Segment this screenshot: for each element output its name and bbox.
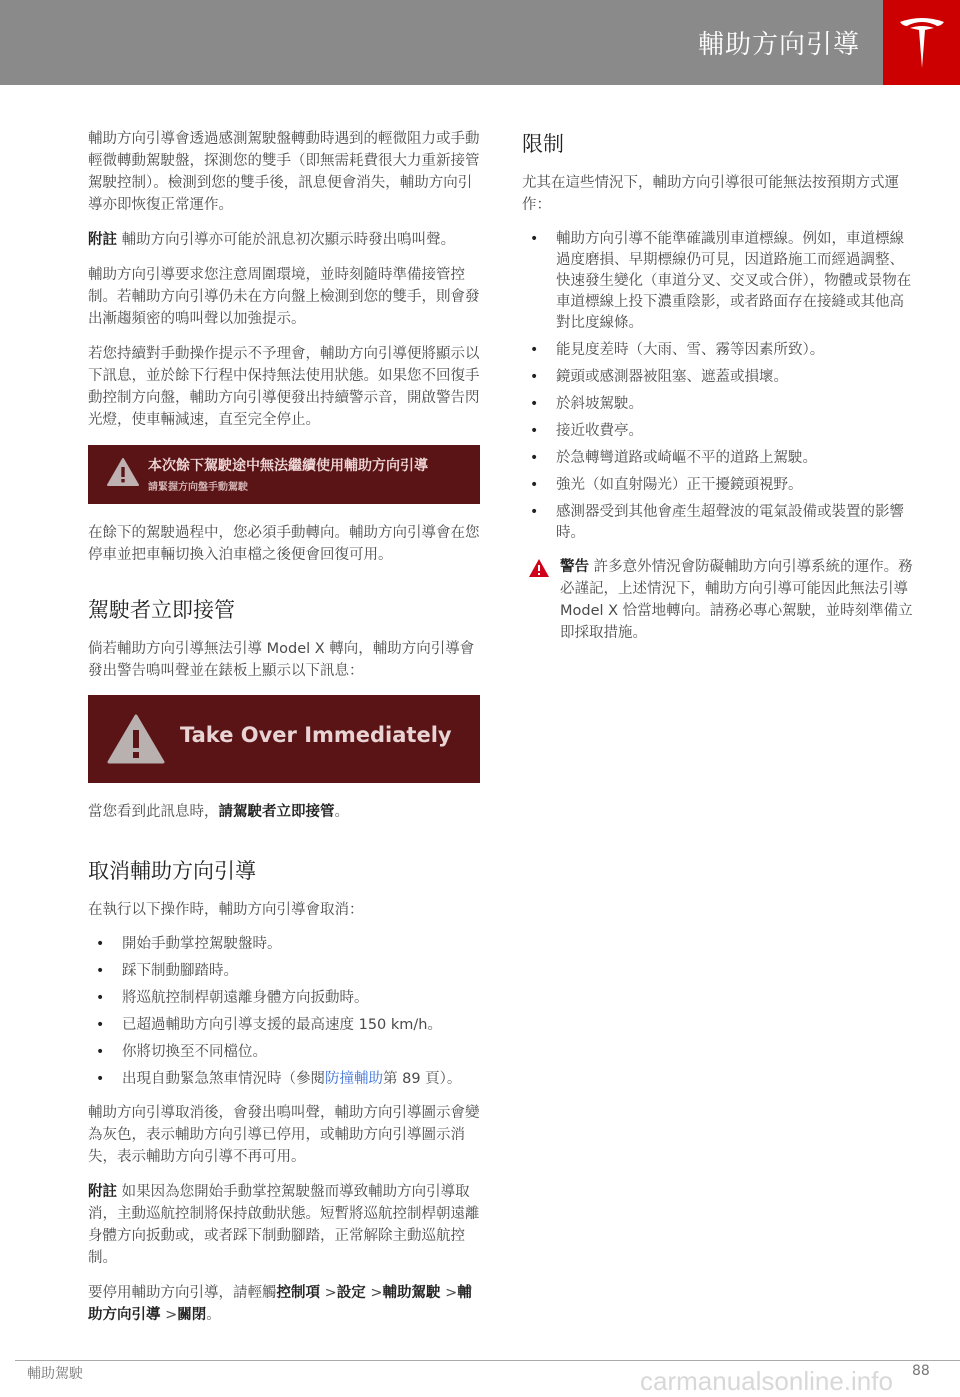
- note-text: 如果因為您開始手動掌控駕駛盤而導致輔助方向引導取消，主動巡航控制將保持啟動狀態。短暫將巡航控制桿朝遠離身體方向扳動或，或者踩下制動腳踏，正常解除主動巡航控制。: [88, 1184, 480, 1266]
- note-paragraph: [88, 1181, 480, 1269]
- takeover-banner-text: Take Over Immediately: [180, 723, 452, 747]
- menu-path-off: 關閉: [177, 1307, 207, 1323]
- list-item: • 接近收費亭。: [522, 421, 914, 442]
- path-separator: >: [440, 1285, 458, 1301]
- list-item: • 你將切換至不同檔位。: [88, 1042, 480, 1063]
- takeover-instruction-bold: 請駕駛者立即接管: [218, 804, 335, 820]
- menu-path-controls: 控制項: [276, 1285, 320, 1301]
- path-separator: >: [365, 1285, 383, 1301]
- warning-paragraph: [560, 556, 914, 644]
- list-item: • 能見度差時（大雨、雪、霧等因素所致）。: [522, 340, 914, 361]
- list-item: • 開始手動掌控駕駛盤時。: [88, 934, 480, 955]
- disable-instruction: [88, 1282, 480, 1326]
- attention-paragraph: 輔助方向引導要求您注意周圍環境，並時刻隨時準備接管控制。若輔助方向引導仍未在方向盤上檢測到您的雙手，則會發出漸趨頻密的鳴叫聲以加強提示。: [88, 267, 480, 327]
- warning-note: [522, 556, 914, 644]
- unavailable-banner: [88, 445, 480, 504]
- list-item: • 鏡頭或感測器被阻塞、遮蓋或損壞。: [522, 367, 914, 388]
- limits-list: [522, 229, 914, 544]
- warning-icon: [106, 457, 140, 487]
- instruction-text: 。: [206, 1307, 221, 1323]
- menu-path-settings: 設定: [336, 1285, 366, 1301]
- ignore-paragraph: 若您持續對手動操作提示不予理會，輔助方向引導便將顯示以下訊息，並於餘下行程中保持無法使用狀態。如果您不回復手動控制方向盤，輔助方向引導便發出持續警示音，開啟警告閃光燈，使車輛減速，直至完全停止。: [88, 346, 480, 428]
- tesla-logo: [883, 0, 960, 85]
- limits-intro: 尤其在這些情況下，輔助方向引導很可能無法按預期方式運作：: [522, 175, 899, 213]
- takeover-banner: [88, 695, 480, 783]
- note-label: 附註: [88, 232, 117, 248]
- cancel-result-paragraph: 輔助方向引導取消後，會發出鳴叫聲，輔助方向引導圖示會變為灰色，表示輔助方向引導已停用，或輔助方向引導圖示消失，表示輔助方向引導不再可用。: [88, 1105, 480, 1165]
- list-item: • 於急轉彎道路或崎嶇不平的道路上駕駛。: [522, 448, 914, 469]
- watermark: carmanualsonline.info: [640, 1366, 893, 1396]
- banner-sub-text: 請緊握方向盤手動駕駛: [148, 482, 248, 493]
- list-item: • 踩下制動腳踏時。: [88, 961, 480, 982]
- warning-text: 許多意外情況會防礙輔助方向引導系統的運作。務必謹記，上述情況下，輔助方向引導可能因此無法引導 Model X 恰當地轉向。請務必專心駕駛，並時刻準備立即採取措施。: [560, 559, 913, 641]
- list-item: • 已超過輔助方向引導支援的最高速度 150 km/h。: [88, 1015, 480, 1036]
- takeover-heading: 駕駛者立即接管: [88, 598, 235, 622]
- note-text: 輔助方向引導亦可能於訊息初次顯示時發出鳴叫聲。: [117, 232, 456, 248]
- left-column: [88, 128, 480, 1339]
- footer-section: 輔助駕駛: [27, 1366, 83, 1382]
- cancel-heading: 取消輔助方向引導: [88, 859, 256, 883]
- cancel-list: [88, 934, 480, 1090]
- list-item: • 輔助方向引導不能準確識別車道標線。例如，車道標線過度磨損、早期標線仍可見，因道路施工而經過調整、快速發生變化（車道分叉、交叉或合併），物體或景物在車道標線上投下濃重陰影，或者路面存在接縫或其他高對比度線條。: [522, 229, 914, 334]
- note-label: 附註: [88, 1184, 117, 1200]
- cancel-intro: 在執行以下操作時，輔助方向引導會取消：: [88, 902, 364, 918]
- list-item: • 於斜坡駕駛。: [522, 394, 914, 415]
- page-header: [0, 0, 960, 85]
- takeover-instruction: [88, 801, 480, 823]
- right-column: [522, 128, 914, 657]
- path-separator: >: [160, 1307, 178, 1323]
- tesla-logo-icon: [897, 16, 947, 70]
- list-item: • 感測器受到其他會產生超聲波的電氣設備或裝置的影響時。: [522, 502, 914, 544]
- warning-label: 警告: [560, 559, 589, 575]
- takeover-instruction-post: 。: [334, 804, 349, 820]
- collision-assist-link[interactable]: 防撞輔助: [325, 1071, 383, 1087]
- note-paragraph: [88, 229, 480, 251]
- list-item-text: 出現自動緊急煞車情況時（參閱: [122, 1071, 325, 1087]
- list-item: • 將巡航控制桿朝遠離身體方向扳動時。: [88, 988, 480, 1009]
- intro-paragraph: 輔助方向引導會透過感測駕駛盤轉動時遇到的輕微阻力或手動輕微轉動駕駛盤，探測您的雙手（即無需耗費很大力重新接管駕駛控制）。檢測到您的雙手後，訊息便會消失，輔助方向引導亦即恢復正常運作。: [88, 131, 480, 213]
- instruction-text: 要停用輔助方向引導，請輕觸: [88, 1285, 277, 1301]
- footer-divider: [15, 1360, 960, 1361]
- warning-triangle-icon: [528, 558, 550, 578]
- warning-icon: [106, 713, 166, 765]
- list-item: [88, 1069, 480, 1090]
- page-number: 88: [912, 1363, 930, 1379]
- menu-path-autopilot: 輔助駕駛: [382, 1285, 441, 1301]
- header-title: 輔助方向引導: [697, 30, 860, 60]
- list-item: • 強光（如直射陽光）正干擾鏡頭視野。: [522, 475, 914, 496]
- menu-path-autosteer: 輔助方向引導: [88, 1285, 472, 1323]
- banner-main-text: 本次餘下駕駛途中無法繼續使用輔助方向引導: [148, 458, 428, 474]
- list-item-text: 第 89 頁）。: [383, 1071, 462, 1087]
- path-separator: >: [320, 1285, 337, 1301]
- takeover-paragraph: 倘若輔助方向引導無法引導 Model X 轉向，輔助方向引導會發出警告鳴叫聲並在錶板上顯示以下訊息：: [88, 641, 475, 679]
- manual-steering-paragraph: 在餘下的駕駛過程中，您必須手動轉向。輔助方向引導會在您停車並把車輛切換入泊車檔之後便會回復可用。: [88, 525, 480, 563]
- takeover-instruction-pre: 當您看到此訊息時，: [88, 804, 219, 820]
- limits-heading: 限制: [522, 132, 564, 156]
